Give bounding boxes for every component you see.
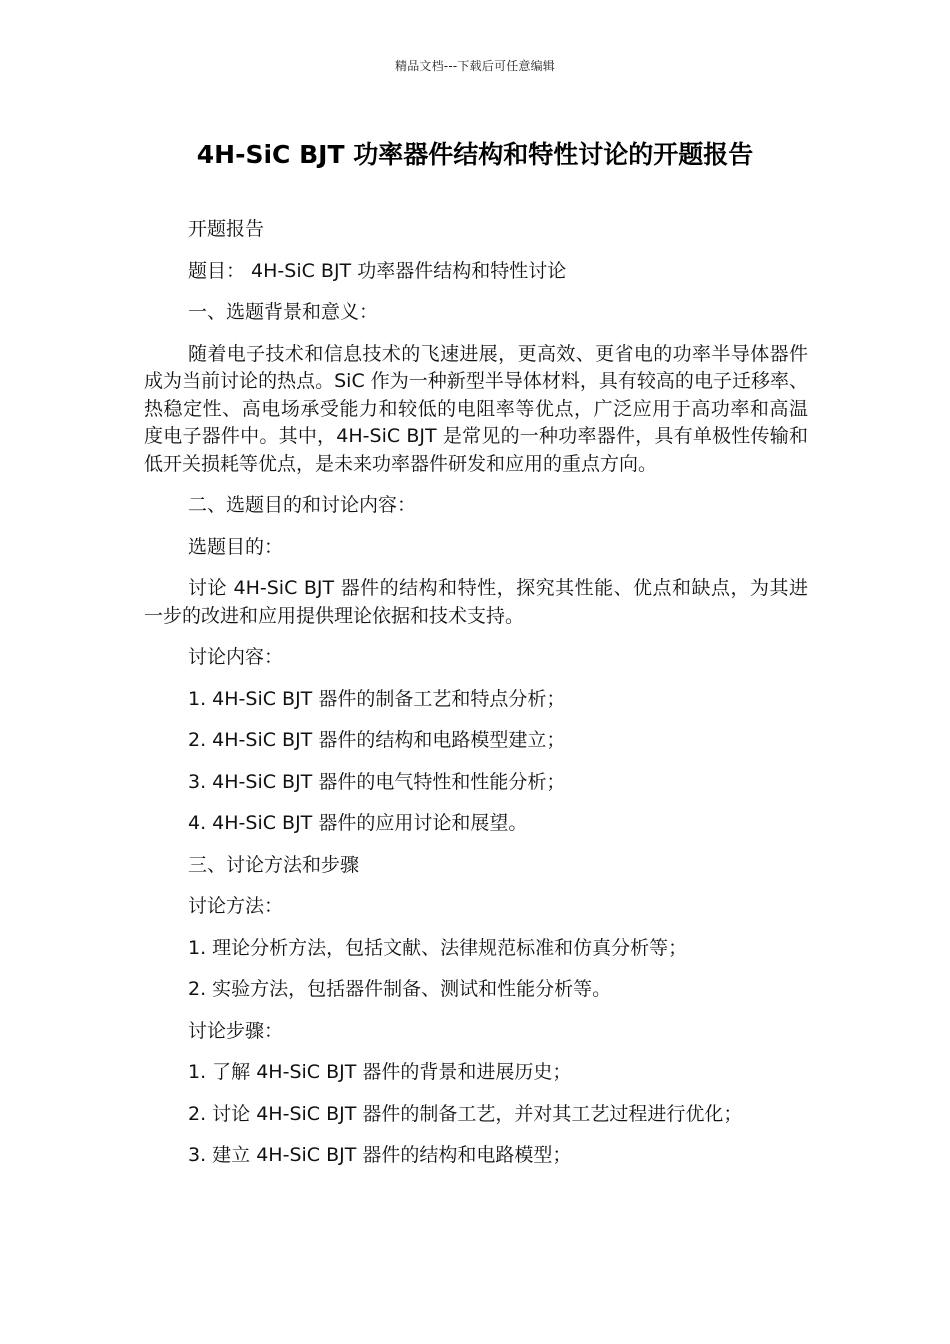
list-item: 4. 4H-SiC BJT 器件的应用讨论和展望。: [188, 812, 528, 834]
section-heading-background: 一、选题背景和意义：: [188, 301, 379, 323]
list-item: 2. 讨论 4H-SiC BJT 器件的制备工艺，并对其工艺过程进行优化；: [188, 1102, 743, 1125]
section-heading-methods: 三、讨论方法和步骤: [188, 853, 360, 876]
purpose-paragraph: 讨论 4H-SiC BJT 器件的结构和特性，探究其性能、优点和缺点，为其进一步的改进和应用提供理论依据和技术支持。: [144, 577, 808, 627]
document-title: 4H-SiC BJT 功率器件结构和特性讨论的开题报告: [196, 140, 754, 169]
section-label-report: 开题报告: [188, 218, 265, 240]
background-paragraph: 随着电子技术和信息技术的飞速进展，更高效、更省电的功率半导体器件成为当前讨论的热点。SiC 作为一种新型半导体材料，具有较高的电子迁移率、热稳定性、高电场承受能力和较低的电阻率等优点，广泛应用于高功率和高温度电子器件中。其中，4H-SiC BJT 是常见的一种功率器件，具有单极性传输和低开关损耗等优点，是未来功率器件研发和应用的重点方向。: [144, 342, 808, 475]
topic-line: 题目： 4H-SiC BJT 功率器件结构和特性讨论: [188, 259, 567, 282]
subheading-methods: 讨论方法：: [188, 895, 284, 917]
subheading-content: 讨论内容：: [188, 646, 284, 668]
list-item: 1. 了解 4H-SiC BJT 器件的背景和进展历史；: [188, 1061, 572, 1083]
subheading-purpose: 选题目的：: [188, 535, 284, 558]
section-heading-purpose: 二、选题目的和讨论内容：: [188, 494, 417, 516]
list-item: 2. 实验方法，包括器件制备、测试和性能分析等。: [188, 978, 612, 1000]
document-body: [144, 216, 808, 1184]
subheading-steps: 讨论步骤：: [188, 1019, 284, 1042]
list-item: 1. 理论分析方法，包括文献、法律规范标准和仿真分析等；: [188, 936, 688, 959]
list-item: 3. 建立 4H-SiC BJT 器件的结构和电路模型；: [188, 1144, 572, 1166]
list-item: 3. 4H-SiC BJT 器件的电气特性和性能分析；: [188, 770, 566, 793]
list-item: 2. 4H-SiC BJT 器件的结构和电路模型建立；: [188, 729, 566, 751]
header-note: 精品文档---下载后可任意编辑: [395, 59, 555, 73]
list-item: 1. 4H-SiC BJT 器件的制备工艺和特点分析；: [188, 687, 566, 710]
